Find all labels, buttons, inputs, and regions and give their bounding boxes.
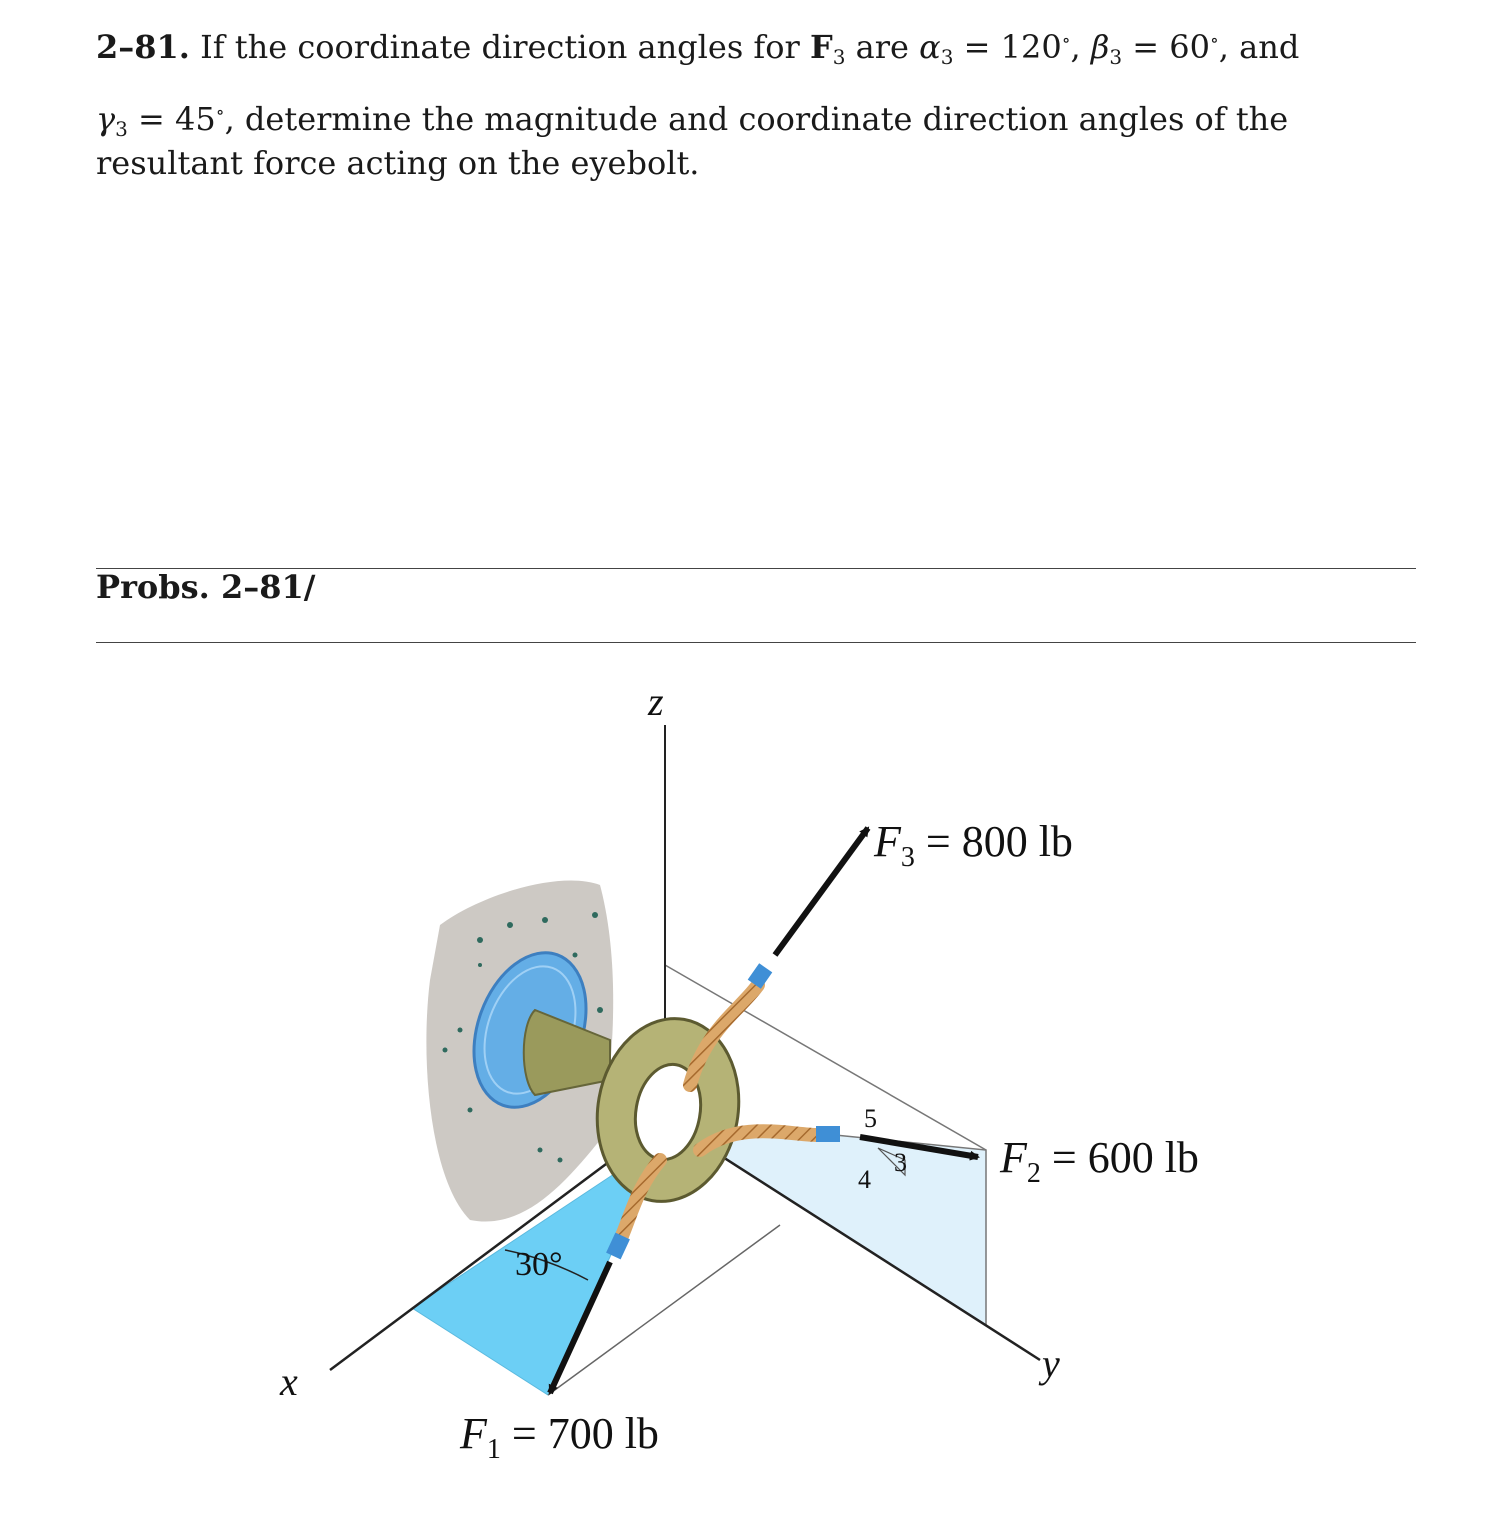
f3-value: = 800 lb — [925, 817, 1073, 866]
f2-value: = 600 lb — [1051, 1133, 1199, 1182]
beta-symbol: β — [1090, 28, 1110, 66]
f1-label — [460, 1408, 659, 1465]
force-symbol: F — [810, 28, 833, 66]
alpha-symbol: α — [919, 28, 941, 66]
force-subscript: 3 — [832, 45, 846, 69]
problem-line-3: resultant force acting on the eyebolt. — [96, 144, 700, 182]
f1-subscript: 1 — [486, 1434, 501, 1465]
problem-intro: If the coordinate direction angles for — [200, 28, 800, 66]
rope-tape — [816, 1126, 840, 1142]
f1-value: = 700 lb — [511, 1409, 659, 1458]
beta-value: = 60 — [1132, 28, 1210, 66]
caption-rule-bottom — [96, 642, 1416, 643]
f3-arrow — [775, 828, 868, 955]
f3-label — [874, 816, 1073, 873]
gamma-value: = 45 — [138, 100, 216, 138]
are-text: are — [855, 28, 909, 66]
f2-symbol: F — [1000, 1133, 1027, 1182]
gamma-symbol: γ — [96, 100, 116, 138]
problem-line-2-rest: , determine the magnitude and coordinate direction angles of the — [224, 100, 1289, 138]
beta-subscript: 3 — [1109, 45, 1123, 69]
problem-line-1: 2–81. If the coordinate direction angles for F3 are α3 = 120∘, β3 = 60∘, and — [96, 28, 1300, 69]
f3-subscript: 3 — [900, 842, 915, 873]
alpha-value: = 120 — [963, 28, 1062, 66]
alpha-subscript: 3 — [940, 45, 954, 69]
x-axis-label: x — [280, 1359, 298, 1404]
slope-label-5: 5 — [864, 1104, 877, 1133]
and-text: , and — [1218, 28, 1300, 66]
f2-label — [1000, 1132, 1199, 1189]
gamma-subscript: 3 — [115, 117, 128, 141]
degree-mark: ∘ — [1209, 30, 1219, 51]
degree-mark: ∘ — [1061, 30, 1071, 51]
eyebolt-diagram — [0, 650, 1508, 1535]
slope-label-4: 4 — [858, 1165, 871, 1194]
problem-line-2 — [96, 100, 1289, 141]
y-axis-label: y — [1042, 1341, 1060, 1386]
f2-subscript: 2 — [1026, 1158, 1041, 1189]
problem-number: 2–81. — [96, 28, 190, 66]
slope-label-3: 3 — [894, 1148, 907, 1177]
figure-caption: Probs. 2–81/ — [96, 568, 316, 606]
degree-mark: ∘ — [215, 102, 225, 123]
eyebolt-figure — [0, 650, 1508, 1535]
f1-symbol: F — [460, 1409, 487, 1458]
angle-label: 30° — [515, 1246, 563, 1283]
f3-symbol: F — [874, 817, 901, 866]
z-axis-label: z — [648, 679, 664, 724]
